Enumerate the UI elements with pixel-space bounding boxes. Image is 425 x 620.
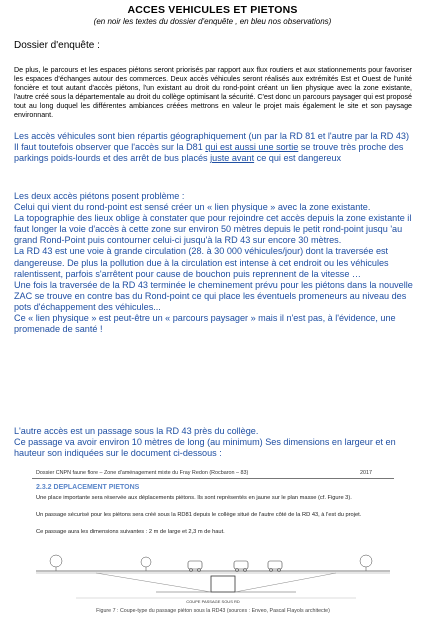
obs1-underline-2: juste avant: [210, 153, 255, 164]
observation-pedestrian-access: [14, 191, 414, 335]
obs2-line-5: Une fois la traversée de la RD 43 terminée le cheminement prévu pour les piétons dans la nouvelle ZAC se trouve en contre bas du Rond-point ce qui place les éventuels promeneurs au niveau des pots d'échappement des véhicules...: [14, 279, 413, 312]
obs2-line-4: La RD 43 est une voie à grande circulation (28. à 30 000 véhicules/jour) dont la traversée est dangereuse. De plus la pollution due à la circulation est intense à cet endroit ou les véhicules ralentissent, parfois s'arrêtent pour cause de bouchon puis reprennent de la vitesse …: [14, 246, 389, 279]
obs2-line-2: Celui qui vient du rond-point est sensé créer un « lien physique » avec la zone existante.: [14, 202, 371, 213]
embedded-figure: [32, 469, 394, 617]
dossier-label: Dossier d'enquête :: [14, 40, 100, 51]
figure-section-title: 2.3.2 DEPLACEMENT PIETONS: [36, 484, 140, 491]
observation-underpass: [14, 426, 414, 459]
dossier-excerpt: De plus, le parcours et les espaces piétons seront priorisés par rapport aux flux routiers et aux stationnements pour favoriser les espaces d'échanges autour des commerces. Deux accès véhicules seront réalisés aux extrémités Est et Ouest de l'unité foncière et tout autant d'accès piétons, l'un existant au droit du rond-point créant un lien physique avec la zone existante, l'autre créé sous la départementale au droit du collège optimisant la sécurité. C'est donc un parcours paysager qui est proposé tout au long duquel les différentes ambiances créées mettrons en valeur le projet mais également le site et son paysage environnant.: [14, 66, 412, 120]
obs3-line-2: Ce passage va avoir environ 10 mètres de long (au minimum) Ses dimensions en largeur et en hauteur son indiquées sur le document ci-dessous :: [14, 437, 396, 459]
page-subtitle: (en noir les textes du dossier d'enquête , en bleu nos observations): [93, 17, 332, 26]
figure-text-2: Un passage sécurisé pour les piétons sera créé sous la RD81 depuis le collège situé de l'autre côté de la RD 43, à l'est du projet.: [36, 512, 362, 518]
figure-caption: Figure 7 : Coupe-type du passage piéton sous la RD43 (sources : Enveo, Pascal Flayols architecte): [96, 608, 330, 614]
figure-doc-title: Dossier CNPN faune flore – Zone d'aménagement mixte du Fray Redon (Rocbaron – 83): [36, 470, 249, 476]
obs1-part2: se trouve très proche des parkings poids-lourds et des arrêt de bus placés: [14, 142, 404, 164]
obs3-line-1: L'autre accès est un passage sous la RD 43 près du collège.: [14, 426, 259, 436]
drawing-label: COUPE PASSAGE SOUS RD: [186, 599, 240, 604]
obs1-part3: ce qui est dangereux: [254, 153, 342, 164]
obs1-underline-1: qui est aussi une sortie: [205, 142, 299, 153]
obs1-part1: Les accès véhicules sont bien répartis géographiquement (un par la RD 81 et l'autre par la RD 43) Il faut toutefois observer que l'accès sur la D81: [14, 131, 410, 153]
underpass-section-drawing: [36, 549, 390, 604]
obs2-line-3: La topographie des lieux oblige à constater que pour rejoindre cet accès depuis la zone existante il faut longer la voie d'accès à cette zone sur environ 50 mètres depuis le petit rond-point jusqu 'au grand Rond-Point puis contourner celui-ci jusqu'à la RD 43 sur encore 30 mètres.: [14, 213, 412, 246]
car-icon: [188, 561, 282, 572]
figure-text-3: Ce passage aura les dimensions suivantes : 2 m de large et 2,3 m de haut.: [36, 529, 225, 535]
obs2-line-1: Les deux accès piétons posent problème :: [14, 191, 185, 201]
figure-doc-header: [32, 469, 394, 479]
observation-vehicle-access: [14, 131, 414, 164]
page-title: ACCES VEHICULES ET PIETONS: [127, 4, 298, 16]
figure-doc-year: 2017: [360, 470, 372, 476]
figure-text-1: Une place importante sera réservée aux déplacements piétons. Ils sont représentés en jaune sur le plan masse (cf. Figure 3).: [36, 495, 352, 501]
obs2-line-6: Ce « lien physique » est peut-être un « parcours paysager » mais il n'est pas, à l'évidence, une promenade de santé !: [14, 313, 396, 335]
